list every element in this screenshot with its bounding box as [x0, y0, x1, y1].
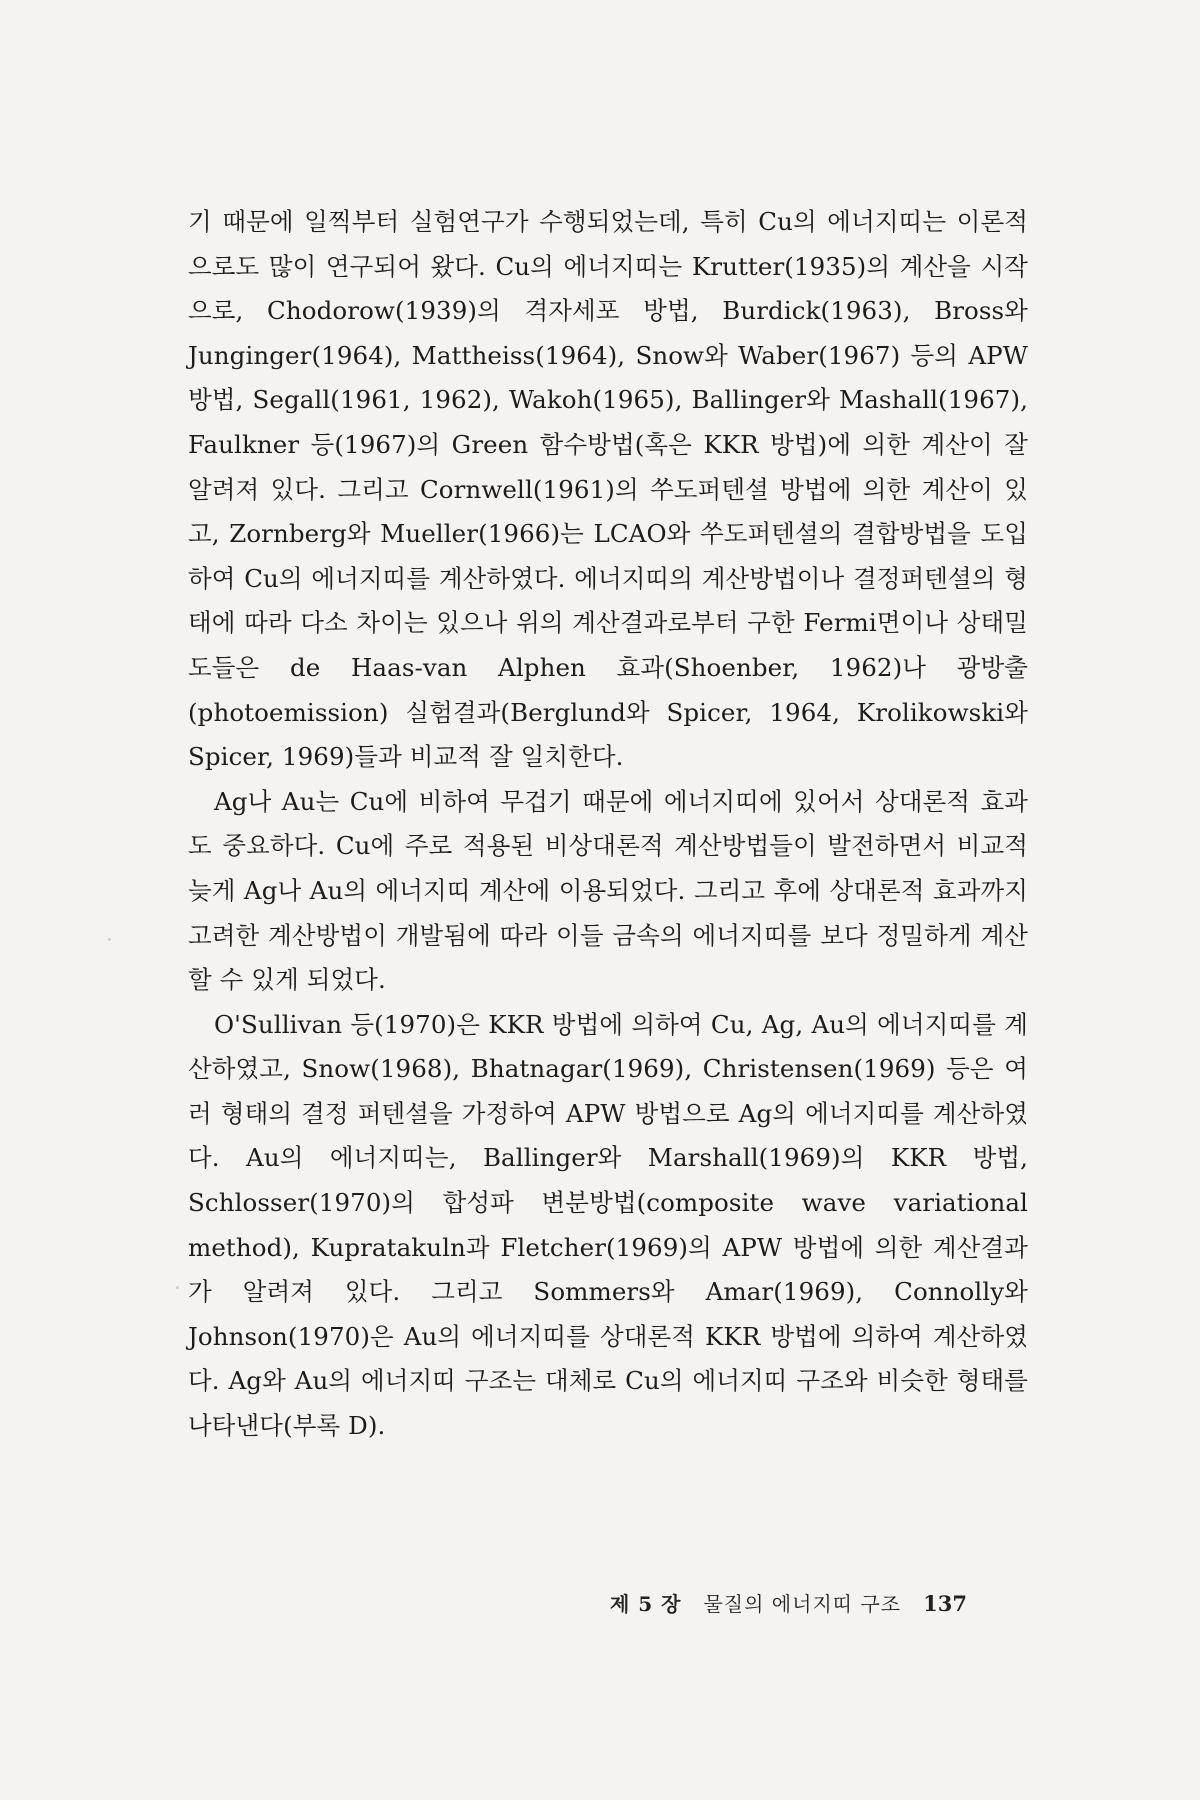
paragraph-1: 기 때문에 일찍부터 실험연구가 수행되었는데, 특히 Cu의 에너지띠는 이론적으로도 많이 연구되어 왔다. Cu의 에너지띠는 Krutter(1935)의 계산을 시작으로, Chodorow(1939)의 격자세포 방법, Burdick(1963), Bross와 Junginger(1964), Mattheiss(1964), Snow와 Waber(1967) 등의 APW 방법, Segall(1961, 1962), Wakoh(1965), Ballinger와 Mashall(1967), Faulkner 등(1967)의 Green 함수방법(혹은 KKR 방법)에 의한 계산이 잘 알려져 있다. 그리고 Cornwell(1961)의 쑤도퍼텐셜 방법에 의한 계산이 있고, Zornberg와 Mueller(1966)는 LCAO와 쑤도퍼텐셜의 결합방법을 도입하여 Cu의 에너지띠를 계산하였다. 에너지띠의 계산방법이나 결정퍼텐셜의 형태에 따라 다소 차이는 있으나 위의 계산결과로부터 구한 Fermi면이나 상태밀도들은 de Haas-van Alphen 효과(Shoenber, 1962)나 광방출(photoemission) 실험결과(Berglund와 Spicer, 1964, Krolikowski와 Spicer, 1969)들과 비교적 잘 일치한다. [188, 207, 1028, 772]
paragraph-3: O'Sullivan 등(1970)은 KKR 방법에 의하여 Cu, Ag, Au의 에너지띠를 계산하였고, Snow(1968), Bhatnagar(1969), Christensen(1969) 등은 여러 형태의 결정 퍼텐셜을 가정하여 APW 방법으로 Ag의 에너지띠를 계산하였다. Au의 에너지띠는, Ballinger와 Marshall(1969)의 KKR 방법, Schlosser(1970)의 합성파 변분방법(composite wave variational method), Kupratakuln과 Fletcher(1969)의 APW 방법에 의한 계산결과가 알려져 있다. 그리고 Sommers와 Amar(1969), Connolly와 Johnson(1970)은 Au의 에너지띠를 상대론적 KKR 방법에 의하여 계산하였다. Ag와 Au의 에너지띠 구조는 대체로 Cu의 에너지띠 구조와 비슷한 형태를 나타낸다(부록 D). [188, 1009, 1028, 1441]
page-number: 137 [923, 1591, 967, 1616]
chapter-label: 제 5 장 [610, 1592, 682, 1616]
paper-speck [108, 938, 111, 941]
paper-speck [176, 1286, 179, 1289]
body-text [188, 200, 1028, 1449]
chapter-title: 물질의 에너지띠 구조 [703, 1592, 902, 1616]
page-footer [610, 1588, 1030, 1617]
paragraph-2: Ag나 Au는 Cu에 비하여 무겁기 때문에 에너지띠에 있어서 상대론적 효과도 중요하다. Cu에 주로 적용된 비상대론적 계산방법들이 발전하면서 비교적 늦게 Ag나 Au의 에너지띠 계산에 이용되었다. 그리고 후에 상대론적 효과까지 고려한 계산방법이 개발됨에 따라 이들 금속의 에너지띠를 보다 정밀하게 계산할 수 있게 되었다. [188, 786, 1028, 995]
